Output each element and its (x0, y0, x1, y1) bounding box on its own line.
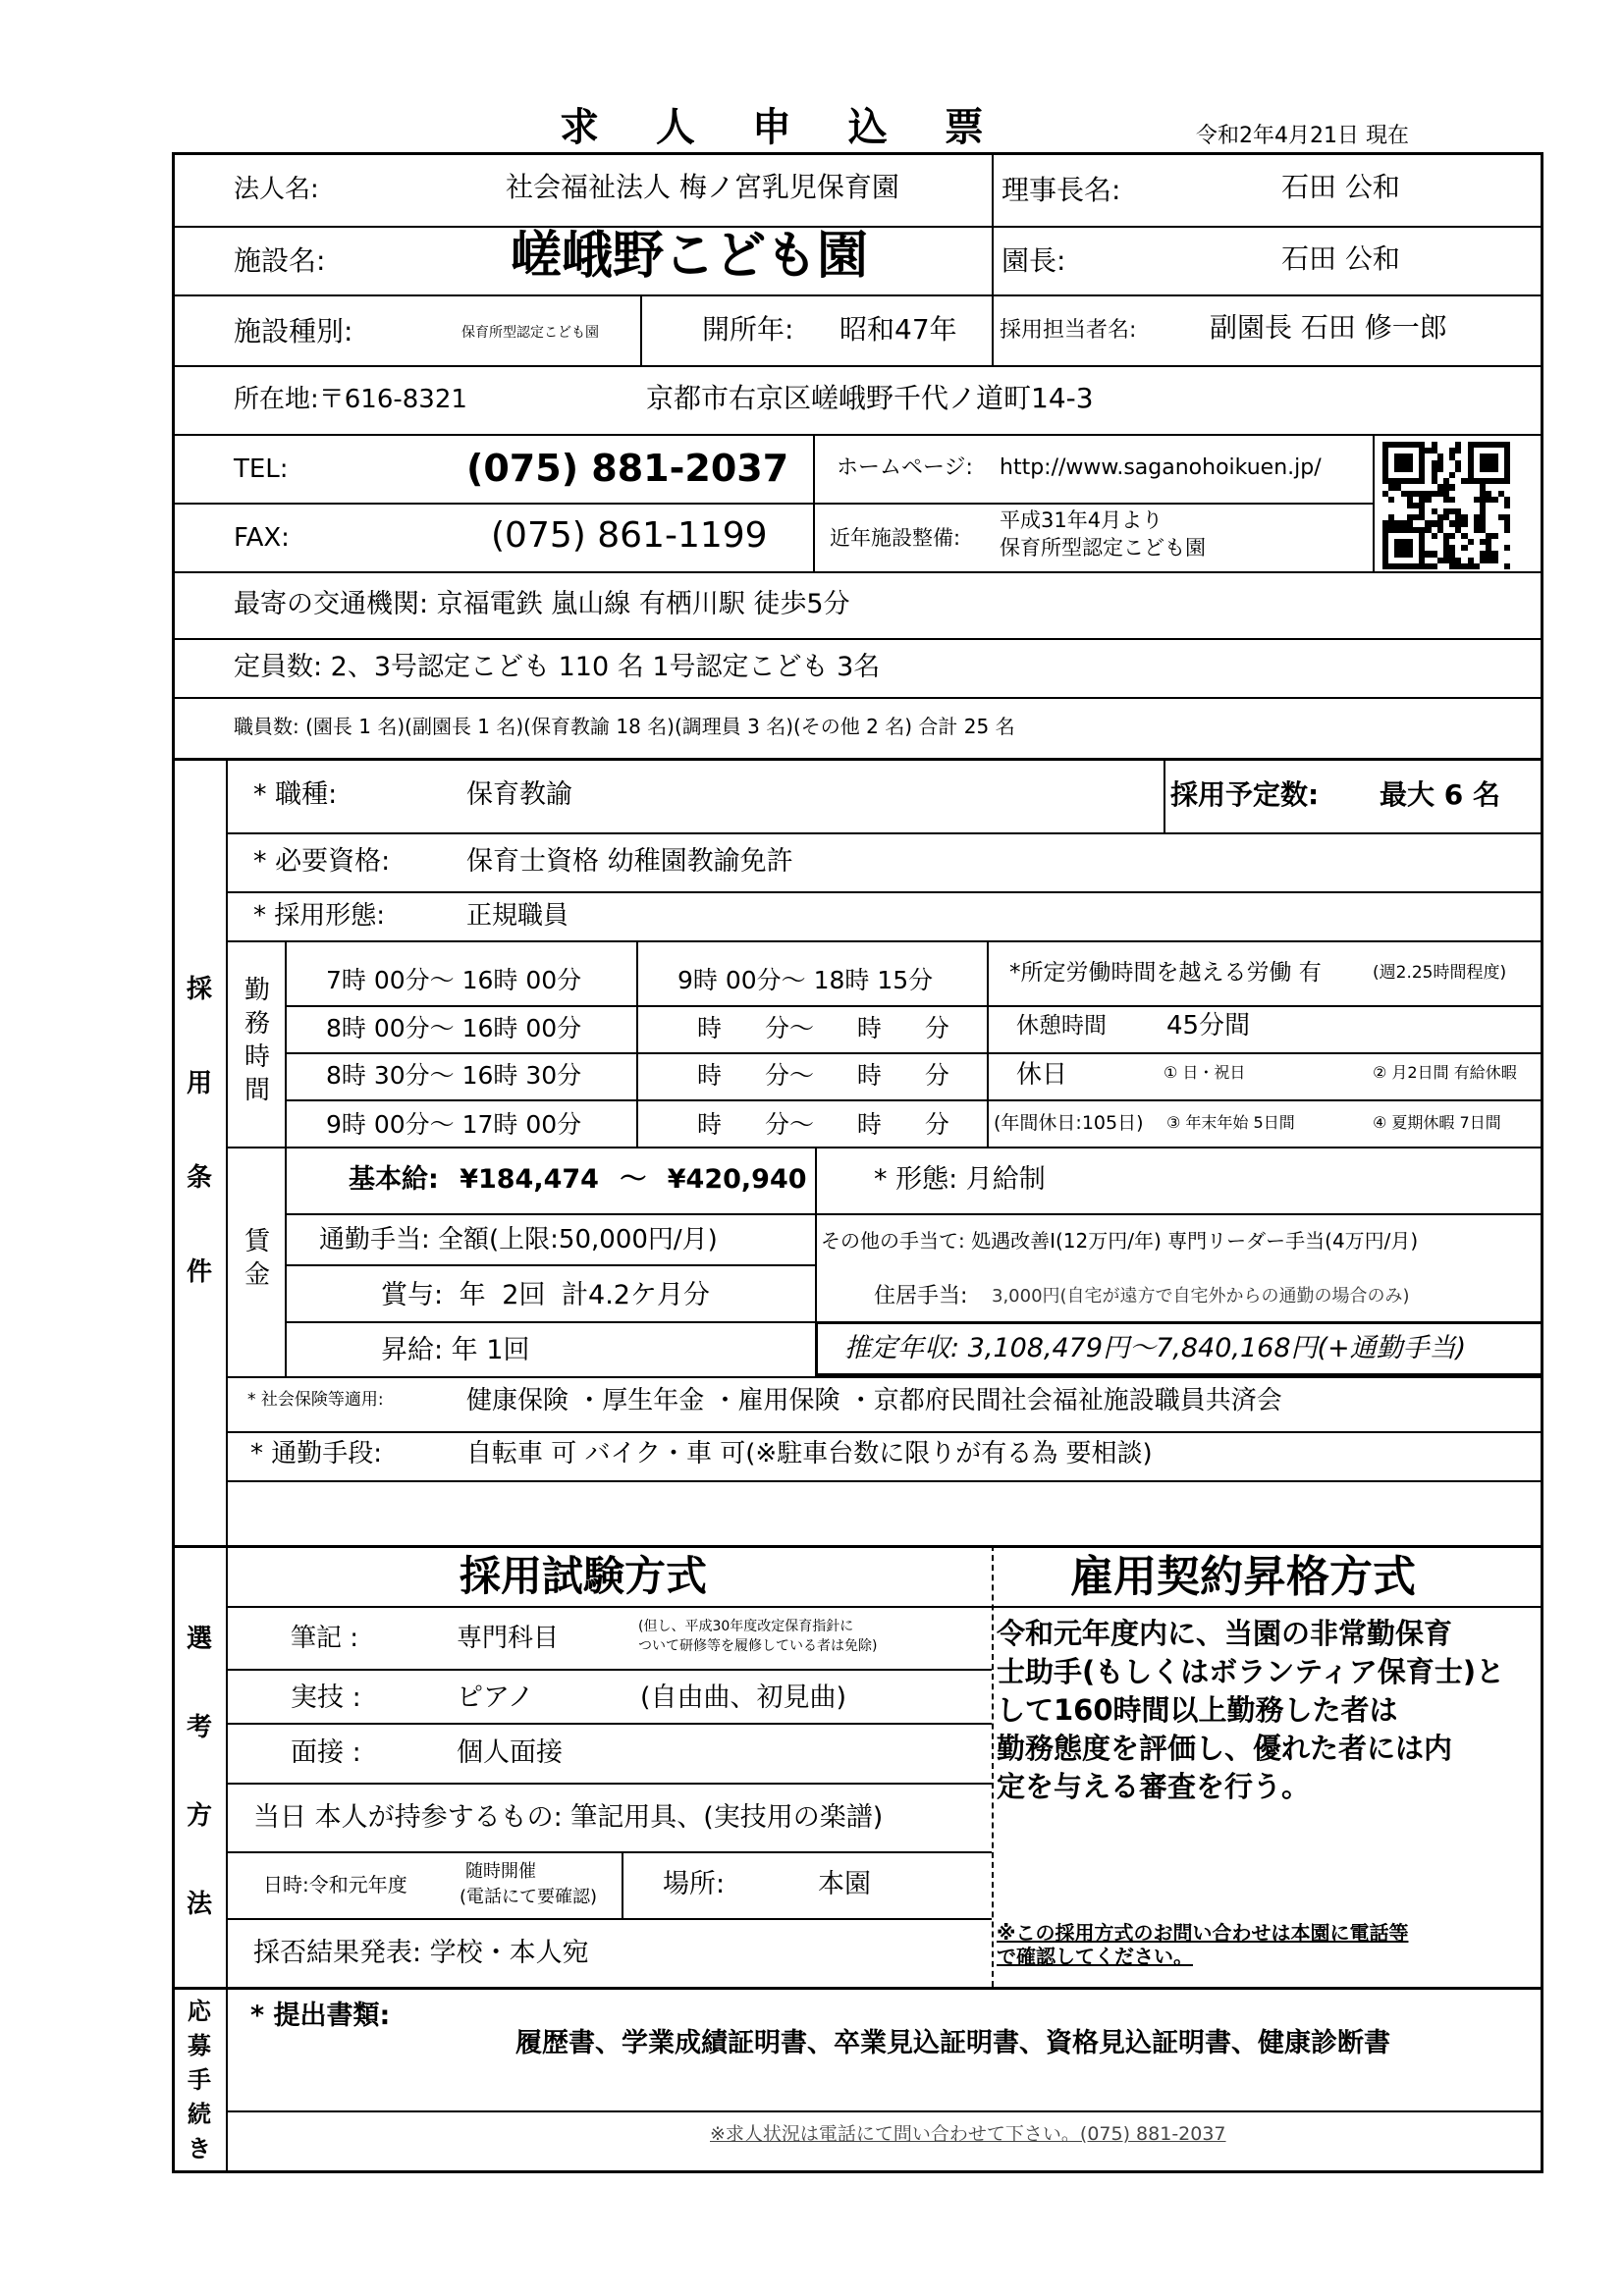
recent-label: 近年施設整備: (830, 526, 961, 550)
bring-items: 当日 本人が持参するもの: 筆記用具、(実技用の楽譜) (253, 1802, 884, 1833)
director-label: 園長: (1001, 244, 1066, 277)
form-date: 令和2年4月21日 現在 (1196, 124, 1409, 148)
holiday-2: ② 月2日間 有給休暇 (1373, 1063, 1517, 1082)
recent-line2: 保育所型認定こども園 (1000, 536, 1206, 560)
chair-value: 石田 公和 (1281, 171, 1400, 203)
selection-side-label: 選 考 方 法 (186, 1625, 212, 1919)
exam-title: 採用試験方式 (460, 1552, 708, 1600)
exam-date-note-1: 随時開催 (465, 1861, 536, 1882)
holiday-4: ④ 夏期休暇 7日間 (1373, 1113, 1501, 1132)
break-value: 45分間 (1166, 1011, 1251, 1041)
conditions-side-label: 採 用 条 件 (186, 975, 212, 1287)
practical-value: ピアノ (457, 1682, 534, 1713)
hp-label: ホームページ: (837, 455, 973, 480)
bonus: 賞与: 年 2回 計4.2ケ月分 (381, 1280, 710, 1310)
holiday-annual: (年間休日:105日) (994, 1112, 1144, 1134)
recent-line1: 平成31年4月より (1000, 508, 1164, 532)
break-label: 休憩時間 (1016, 1013, 1107, 1039)
application-side-label: 応 募 手 続 き (188, 1998, 211, 2163)
hours-left-1: 7時 00分〜 16時 00分 (326, 966, 582, 994)
address-label: 所在地:〒616-8321 (234, 385, 467, 414)
holiday-3: ③ 年末年始 5日間 (1166, 1113, 1295, 1132)
wage-side-label: 賃 金 (244, 1227, 270, 1290)
job-label: * 職種: (253, 779, 338, 810)
interview-label: 面接 : (291, 1737, 361, 1768)
contract-note: ※この採用方式のお問い合わせは本園に電話等 で確認してください。 (997, 1921, 1409, 1968)
address-value: 京都市右京区嵯峨野千代ノ道町14-3 (646, 382, 1094, 414)
practical-label: 実技 : (291, 1682, 361, 1713)
place-value: 本園 (818, 1869, 871, 1899)
tel-value: (075) 881-2037 (466, 447, 789, 490)
qual-label: * 必要資格: (253, 846, 391, 877)
holiday-1: ① 日・祝日 (1164, 1063, 1246, 1082)
commute-label: * 通勤手段: (250, 1439, 383, 1468)
hp-value: http://www.saganohoikuen.jp/ (1000, 455, 1322, 480)
capacity: 定員数: 2、3号認定こども 110 名 1号認定こども 3名 (234, 652, 881, 682)
hiring-label: 採用担当者名: (1000, 318, 1137, 343)
written-value: 専門科目 (457, 1624, 560, 1653)
other-allowance: その他の手当て: 処遇改善Ⅰ(12万円/年) 専門リーダー手当(4万円/月) (821, 1229, 1419, 1253)
opened-label: 開所年: (702, 313, 794, 346)
qual-value: 保育士資格 幼稚園教諭免許 (466, 846, 793, 877)
qr-code (1382, 442, 1510, 569)
interview-value: 個人面接 (457, 1737, 563, 1768)
commute-allowance: 通勤手当: 全額(上限:50,000円/月) (319, 1225, 718, 1255)
chair-label: 理事長名: (1001, 174, 1121, 206)
hours-side-label: 勤 務 時 間 (244, 976, 270, 1105)
contract-text: 令和元年度内に、当園の非常勤保育 士助手(もしくはボランティア保育士)と して160時間以上勤務した者は 勤務態度を評価し、優れた者には内 定を与える審査を行う。 (997, 1617, 1505, 1803)
insurance-value: 健康保険 ・厚生年金 ・雇用保険 ・京都府民間社会福祉施設職員共済会 (466, 1386, 1282, 1415)
opened-value: 昭和47年 (839, 313, 957, 346)
insurance-label: * 社会保険等適用: (247, 1390, 384, 1410)
type-label: 施設種別: (234, 315, 353, 347)
exam-date-note-2: (電話にて要確認) (460, 1887, 598, 1907)
corp-value: 社会福祉法人 梅ノ宮乳児保育園 (506, 171, 899, 203)
form-label: * 採用形態: (253, 901, 386, 931)
pay-form: * 形態: 月給制 (874, 1164, 1046, 1195)
holiday-label: 休日 (1016, 1060, 1068, 1090)
housing-value: 3,000円(自宅が遠方で自宅外からの通勤の場合のみ) (992, 1286, 1410, 1307)
overtime: *所定労働時間を越える労働 有 (1009, 960, 1322, 986)
hours-left-4: 9時 00分〜 17時 00分 (326, 1110, 582, 1139)
hours-left-2: 8時 00分〜 16時 00分 (326, 1014, 582, 1042)
raise: 昇給: 年 1回 (381, 1335, 530, 1365)
transport: 最寄の交通機関: 京福電鉄 嵐山線 有栖川駅 徒歩5分 (234, 589, 850, 619)
fax-value: (075) 861-1199 (491, 515, 768, 556)
written-note-1: (但し、平成30年度改定保育指針に (638, 1619, 854, 1634)
hours-right-3: 時 分〜 時 分 (697, 1061, 949, 1090)
docs-value: 履歴書、学業成績証明書、卒業見込証明書、資格見込証明書、健康診断書 (515, 2028, 1390, 2058)
base-pay: 基本給: ¥184,474 〜 ¥420,940 (349, 1164, 807, 1195)
overtime-note: (週2.25時間程度) (1373, 963, 1507, 983)
planned-label: 採用予定数: (1170, 778, 1320, 811)
fax-label: FAX: (234, 523, 290, 553)
staff-count: 職員数: (園長 1 名)(副園長 1 名)(保育教諭 18 名)(調理員 3 名)(その他 2 名) 合計 25 名 (234, 715, 1015, 738)
job-value: 保育教諭 (466, 779, 572, 810)
director-value: 石田 公和 (1281, 242, 1400, 275)
corp-label: 法人名: (234, 175, 319, 204)
exam-date-label: 日時:令和元年度 (263, 1873, 407, 1896)
result-announcement: 採否結果発表: 学校・本人宛 (253, 1938, 589, 1968)
footer-note: ※求人状況は電話にて問い合わせて下さい。(075) 881-2037 (710, 2123, 1226, 2145)
hiring-value: 副園長 石田 修一郎 (1210, 311, 1447, 344)
hours-right-1: 9時 00分〜 18時 15分 (677, 966, 934, 994)
written-note-2: ついて研修等を履修している者は免除) (638, 1638, 878, 1654)
housing-label: 住居手当: (874, 1284, 968, 1308)
practical-note: (自由曲、初見曲) (640, 1682, 847, 1713)
place-label: 場所: (663, 1869, 726, 1899)
annual-estimate: 推定年収: 3,108,479円〜7,840,168円(+通勤手当) (844, 1333, 1467, 1363)
contract-title: 雇用契約昇格方式 (1070, 1552, 1416, 1602)
commute-value: 自転車 可 バイク・車 可(※駐車台数に限りが有る為 要相談) (466, 1439, 1153, 1468)
hours-right-4: 時 分〜 時 分 (697, 1110, 949, 1139)
hours-right-2: 時 分〜 時 分 (697, 1014, 949, 1042)
hours-left-3: 8時 30分〜 16時 30分 (326, 1061, 582, 1090)
facility-name: 嵯峨野こども園 (511, 227, 869, 286)
written-label: 筆記 : (291, 1624, 359, 1653)
docs-label: * 提出書類: (250, 2001, 391, 2031)
form-value: 正規職員 (466, 901, 569, 931)
planned-value: 最大 6 名 (1380, 778, 1500, 811)
facility-label: 施設名: (234, 244, 326, 277)
tel-label: TEL: (234, 454, 289, 484)
type-value: 保育所型認定こども園 (461, 325, 599, 341)
form-title: 求 人 申 込 票 (560, 105, 1005, 150)
